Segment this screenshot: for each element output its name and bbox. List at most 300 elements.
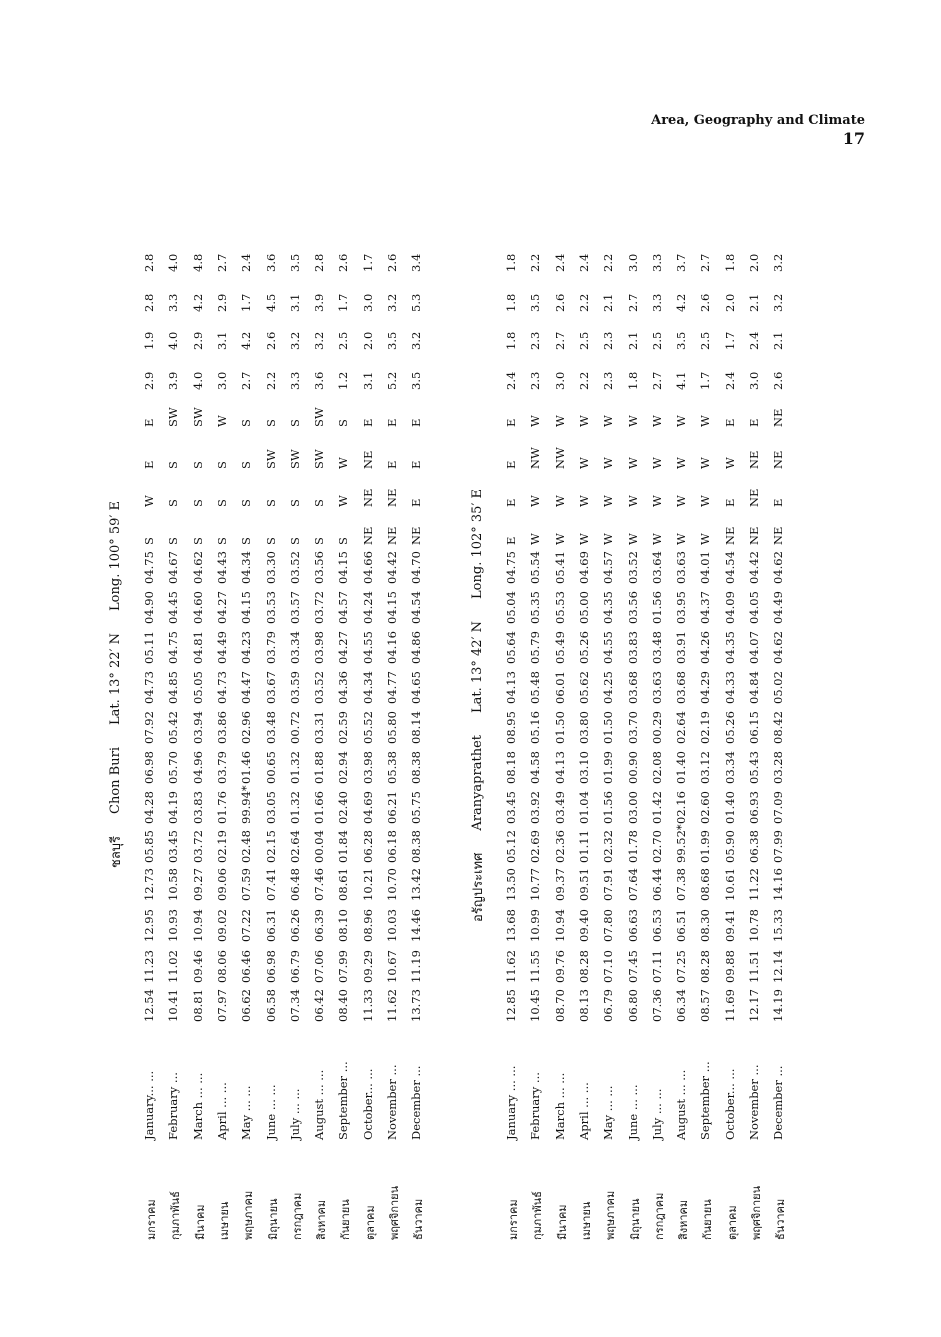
table-cell: SW (312, 407, 327, 427)
table-cell: 4.8 (190, 253, 205, 272)
month-english: September ... (336, 1061, 351, 1140)
table-cell: 09.46 (190, 950, 205, 983)
month-thai: มกราคม (145, 1199, 158, 1240)
table-cell: 05.62 (576, 671, 591, 704)
table-cell: 07.11 (649, 950, 664, 983)
table-cell: 04.96 (190, 751, 205, 784)
table-cell: 3.1 (287, 293, 302, 312)
month-thai: เมษายน (579, 1201, 593, 1240)
table-cell: 06.46 (239, 950, 254, 983)
table-cell: W (336, 457, 351, 469)
table-cell: 01.99 (698, 830, 713, 863)
table-cell: 2.6 (336, 253, 351, 272)
month-english: December ... (771, 1065, 786, 1140)
table-cell: 07.10 (601, 950, 616, 983)
table-cell: S (263, 499, 278, 507)
table-cell: 09.29 (360, 950, 375, 983)
table-cell: 2.8 (142, 293, 156, 312)
table-cell: 04.15 (336, 551, 351, 584)
table-cell: 08.42 (771, 711, 786, 744)
table-cell: 06.58 (263, 989, 278, 1022)
table-cell: 07.41 (263, 868, 278, 901)
table-cell: W (698, 457, 713, 469)
table-cell: 03.70 (625, 711, 640, 744)
table-cell: 3.0 (625, 253, 640, 272)
month-english: December ... (409, 1065, 424, 1140)
table-cell: 11.22 (747, 868, 761, 901)
table-cell: 1.8 (504, 331, 518, 350)
table-cell: 04.62 (771, 631, 786, 664)
month-english: July ... ... (287, 1088, 302, 1140)
table-cell: 04.49 (771, 591, 786, 624)
table-cell: E (747, 418, 761, 427)
month-english: June ... ... (263, 1084, 278, 1140)
table-cell: 4.0 (166, 331, 181, 350)
table-cell: W (698, 533, 713, 545)
month-english: September ... (698, 1061, 713, 1140)
month-thai: มกราคม (507, 1199, 520, 1240)
station-thai-name: ชลบุรี (108, 835, 124, 868)
table-cell: 04.25 (601, 671, 616, 704)
table-cell: 07.46 (312, 868, 327, 901)
table-cell: 07.06 (312, 950, 327, 983)
table-cell: 08.95 (504, 711, 518, 744)
table-cell: 04.43 (214, 551, 229, 584)
table-cell: S (263, 537, 278, 545)
table-cell: 03.67 (263, 671, 278, 704)
table-cell: 05.79 (528, 631, 543, 664)
table-cell: 3.6 (312, 371, 327, 390)
table-cell: 2.6 (552, 293, 567, 312)
table-cell: 2.9 (142, 371, 156, 390)
table-cell: 05.02 (771, 671, 786, 704)
table-cell: 01.56 (601, 791, 616, 824)
table-cell: 2.5 (336, 331, 351, 350)
table-cell: W (576, 457, 591, 469)
table-cell: 2.1 (771, 331, 786, 350)
table-cell: 05.11 (142, 631, 156, 664)
table-cell: 05.35 (528, 591, 543, 624)
table-cell: 04.34 (360, 671, 375, 704)
table-cell: 08.96 (360, 909, 375, 942)
table-cell: 03.72 (190, 830, 205, 863)
table-cell: 03.63 (649, 671, 664, 704)
table-cell: 03.10 (576, 751, 591, 784)
table-cell: 08.40 (336, 989, 351, 1022)
table-cell: 01.78 (625, 830, 640, 863)
table-cell: 05.52 (360, 711, 375, 744)
table-cell: 07.97 (214, 989, 229, 1022)
table-cell: 04.73 (214, 671, 229, 704)
table-cell: 10.58 (166, 868, 181, 901)
table-cell: 04.75 (504, 551, 518, 584)
table-cell: 01.76 (214, 791, 229, 824)
table-cell: 11.62 (504, 950, 518, 983)
table-cell: 1.7 (360, 253, 375, 272)
table-cell: 05.85 (142, 830, 156, 863)
table-cell: 04.36 (336, 671, 351, 704)
table-cell: 11.19 (409, 950, 424, 983)
table-cell: 4.2 (239, 331, 254, 350)
table-cell: 08.38 (409, 751, 424, 784)
table-cell: 01.04 (576, 791, 591, 824)
table-cell: 2.0 (722, 293, 737, 312)
table-cell: 07.91 (601, 868, 616, 901)
table-cell: W (674, 495, 689, 507)
table-cell: 00.29 (649, 711, 664, 744)
table-cell: 01.11 (576, 830, 591, 863)
table-cell: 1.7 (336, 293, 351, 312)
table-cell: NE (409, 526, 424, 545)
table-cell: 04.09 (722, 591, 737, 624)
table-cell: 99.52* (674, 824, 689, 863)
table-cell: 02.96 (239, 711, 254, 744)
table-cell: E (504, 498, 518, 507)
table-cell: 04.26 (698, 631, 713, 664)
table-cell: W (625, 533, 640, 545)
table-cell: 08.18 (504, 751, 518, 784)
table-cell: S (214, 461, 229, 469)
table-cell: 04.70 (409, 551, 424, 584)
table-cell: NE (360, 450, 375, 469)
table-cell: 2.2 (601, 253, 616, 272)
table-cell: 05.42 (166, 711, 181, 744)
table-cell: 06.93 (747, 791, 761, 824)
table-cell: 06.44 (649, 868, 664, 901)
table-cell: NE (722, 526, 737, 545)
table-cell: E (385, 460, 399, 469)
table-cell: 2.6 (263, 331, 278, 350)
table-cell: 04.19 (166, 791, 181, 824)
table-cell: 07.45 (625, 950, 640, 983)
table-cell: NE (360, 526, 375, 545)
table-cell: 10.67 (385, 950, 399, 983)
table-cell: 5.3 (409, 293, 424, 312)
table-cell: 3.7 (674, 253, 689, 272)
table-cell: 01.66 (312, 791, 327, 824)
table-cell: 08.68 (698, 868, 713, 901)
table-cell: 05.12 (504, 830, 518, 863)
table-cell: 08.28 (698, 950, 713, 983)
table-cell: 10.03 (385, 909, 399, 942)
table-cell: 03.98 (360, 751, 375, 784)
table-cell: 2.2 (576, 293, 591, 312)
table-cell: 01.40 (674, 751, 689, 784)
table-cell: E (409, 460, 424, 469)
table-cell: 01.50 (552, 711, 567, 744)
month-thai: พฤศจิกายน (750, 1185, 763, 1240)
table-cell: 03.53 (263, 591, 278, 624)
table-cell: 12.95 (142, 909, 156, 942)
table-cell: 2.4 (239, 253, 254, 272)
table-cell: 00.90 (625, 751, 640, 784)
table-cell: 04.33 (722, 671, 737, 704)
table-cell: 02.40 (336, 791, 351, 824)
table-cell: 2.3 (528, 331, 543, 350)
table-cell: 3.1 (360, 371, 375, 390)
month-english: February ... (166, 1072, 181, 1140)
table-cell: 06.15 (747, 711, 761, 744)
month-thai: ตุลาคม (363, 1205, 377, 1240)
table-cell: 04.28 (142, 791, 156, 824)
table-cell: 04.15 (239, 591, 254, 624)
table-cell: 11.02 (166, 950, 181, 983)
table-cell: 05.16 (528, 711, 543, 744)
table-cell: 04.58 (528, 751, 543, 784)
table-cell: E (409, 498, 424, 507)
table-cell: 2.4 (504, 371, 518, 390)
table-cell: S (190, 537, 205, 545)
station-name: Chon Buri (107, 747, 123, 814)
table-cell: 4.5 (263, 293, 278, 312)
table-cell: 12.17 (747, 989, 761, 1022)
table-cell: 06.38 (747, 830, 761, 863)
station-heading (100, 501, 130, 868)
table-cell: 2.9 (190, 331, 205, 350)
rotated-climate-table (100, 150, 880, 1240)
table-cell: 11.23 (142, 950, 156, 983)
table-cell: 03.79 (214, 751, 229, 784)
table-cell: 2.7 (649, 371, 664, 390)
table-cell: 09.02 (214, 909, 229, 942)
table-cell: 4.1 (674, 371, 689, 390)
table-cell: 04.62 (771, 551, 786, 584)
table-cell: 11.62 (385, 989, 399, 1022)
table-cell: 01.40 (722, 791, 737, 824)
table-cell: 3.3 (166, 293, 181, 312)
table-cell: 06.18 (385, 830, 399, 863)
table-cell: 02.19 (698, 711, 713, 744)
table-cell: 03.52 (287, 551, 302, 584)
table-cell: 05.64 (504, 631, 518, 664)
table-cell: 2.3 (601, 331, 616, 350)
table-cell: 05.41 (552, 551, 567, 584)
table-cell: W (601, 533, 616, 545)
table-cell: NE (771, 450, 786, 469)
table-cell: 03.92 (528, 791, 543, 824)
station-thai-name: อรัญประเทศ (470, 852, 486, 922)
table-cell: 06.48 (287, 868, 302, 901)
table-cell: 04.54 (409, 591, 424, 624)
month-thai: มีนาคม (193, 1204, 207, 1240)
table-cell: S (190, 461, 205, 469)
table-cell: W (528, 415, 543, 427)
table-cell: 06.63 (625, 909, 640, 942)
table-cell: 3.3 (287, 371, 302, 390)
table-cell: 14.46 (409, 909, 424, 942)
table-cell: 02.16 (674, 791, 689, 824)
table-cell: 03.12 (698, 751, 713, 784)
table-cell: 3.2 (771, 253, 786, 272)
table-cell: 2.6 (385, 253, 399, 272)
table-cell: 01.50 (601, 711, 616, 744)
table-cell: W (576, 415, 591, 427)
table-cell: 3.3 (649, 253, 664, 272)
table-cell: 03.80 (576, 711, 591, 744)
table-cell: 04.16 (385, 631, 399, 664)
table-cell: 05.49 (552, 631, 567, 664)
table-cell: 03.91 (674, 631, 689, 664)
table-cell: 04.66 (360, 551, 375, 584)
table-cell: 04.13 (504, 671, 518, 704)
month-thai: ธันวาคม (412, 1198, 426, 1240)
table-cell: 00.72 (287, 711, 302, 744)
table-cell: 02.70 (649, 830, 664, 863)
month-thai: ตุลาคม (725, 1205, 739, 1240)
table-cell: 2.2 (528, 253, 543, 272)
table-cell: E (771, 498, 786, 507)
table-cell: 04.86 (409, 631, 424, 664)
table-cell: 03.83 (625, 631, 640, 664)
month-thai: สิงหาคม (677, 1199, 691, 1240)
table-cell: 06.53 (649, 909, 664, 942)
table-cell: S (214, 537, 229, 545)
table-cell: 07.34 (287, 989, 302, 1022)
table-cell: 1.2 (336, 371, 351, 390)
station-heading (462, 489, 492, 922)
table-cell: 06.28 (360, 830, 375, 863)
table-cell: 04.77 (385, 671, 399, 704)
table-cell: W (674, 533, 689, 545)
table-cell: 3.2 (312, 331, 327, 350)
table-cell: 07.22 (239, 909, 254, 942)
table-cell: W (552, 533, 567, 545)
table-cell: W (601, 457, 616, 469)
table-cell: W (576, 533, 591, 545)
table-cell: 1.7 (239, 293, 254, 312)
table-cell: 2.5 (576, 331, 591, 350)
table-cell: 02.36 (552, 830, 567, 863)
table-cell: 4.0 (166, 253, 181, 272)
table-cell: 2.7 (239, 371, 254, 390)
table-cell: 3.0 (360, 293, 375, 312)
table-cell: S (239, 419, 254, 427)
table-cell: 07.59 (239, 868, 254, 901)
month-thai: พฤษภาคม (604, 1190, 618, 1240)
month-english: March ... ... (190, 1072, 205, 1140)
table-cell: E (504, 418, 518, 427)
table-cell: 15.33 (771, 909, 786, 942)
table-cell: 03.05 (263, 791, 278, 824)
table-cell: 3.5 (385, 331, 399, 350)
table-cell: 03.34 (287, 631, 302, 664)
table-cell: S (239, 461, 254, 469)
table-cell: 06.34 (674, 989, 689, 1022)
month-thai: เมษายน (217, 1201, 231, 1240)
table-cell: SW (166, 407, 181, 427)
table-cell: 08.61 (336, 868, 351, 901)
table-cell: 2.8 (312, 253, 327, 272)
table-cell: 11.55 (528, 950, 543, 983)
table-cell: 07.80 (601, 909, 616, 942)
table-cell: W (698, 495, 713, 507)
table-cell: 4.0 (190, 371, 205, 390)
table-cell: 04.75 (142, 551, 156, 584)
month-english: July ... ... (649, 1088, 664, 1140)
table-cell: 4.2 (674, 293, 689, 312)
table-cell: W (698, 415, 713, 427)
table-cell: NE (771, 408, 786, 427)
table-cell: 14.16 (771, 868, 786, 901)
table-cell: W (528, 533, 543, 545)
table-cell: 06.79 (601, 989, 616, 1022)
table-cell: 2.4 (576, 253, 591, 272)
table-cell: 01.46 (239, 751, 254, 784)
table-cell: 03.95 (674, 591, 689, 624)
table-cell: 3.5 (674, 331, 689, 350)
running-head: Area, Geography and Climate (651, 113, 865, 128)
table-cell: 06.79 (287, 950, 302, 983)
table-cell: E (409, 418, 424, 427)
table-cell: 04.34 (239, 551, 254, 584)
table-cell: 03.64 (649, 551, 664, 584)
month-thai: พฤศจิกายน (388, 1185, 401, 1240)
month-thai: พฤษภาคม (242, 1190, 256, 1240)
table-cell: 04.60 (190, 591, 205, 624)
table-cell: S (214, 499, 229, 507)
table-cell: 07.99 (771, 830, 786, 863)
table-cell: 01.84 (336, 830, 351, 863)
table-cell: W (625, 457, 640, 469)
table-cell: 04.29 (698, 671, 713, 704)
table-cell: 3.4 (409, 253, 424, 272)
table-cell: W (649, 415, 664, 427)
table-cell: 2.1 (601, 293, 616, 312)
table-cell: 1.8 (625, 371, 640, 390)
table-cell: 04.35 (601, 591, 616, 624)
table-cell: 04.23 (239, 631, 254, 664)
table-cell: W (625, 495, 640, 507)
table-cell: 05.53 (552, 591, 567, 624)
table-cell: 02.60 (698, 791, 713, 824)
table-cell: 04.27 (336, 631, 351, 664)
table-cell: NE (747, 526, 761, 545)
table-cell: 2.5 (698, 331, 713, 350)
table-cell: 3.5 (287, 253, 302, 272)
table-cell: 99.94* (239, 785, 254, 824)
table-cell: 14.19 (771, 989, 786, 1022)
table-cell: 03.57 (287, 591, 302, 624)
month-thai: กันยายน (339, 1199, 353, 1240)
table-cell: 04.73 (142, 671, 156, 704)
table-cell: 10.21 (360, 868, 375, 901)
table-cell: 04.85 (166, 671, 181, 704)
table-cell: 06.51 (674, 909, 689, 942)
table-cell: NE (747, 488, 761, 507)
table-cell: W (674, 457, 689, 469)
table-cell: W (552, 495, 567, 507)
table-cell: 08.06 (214, 950, 229, 983)
table-cell: 00.65 (263, 751, 278, 784)
table-cell: W (142, 495, 156, 507)
table-cell: 08.70 (552, 989, 567, 1022)
table-cell: S (287, 499, 302, 507)
station-longitude: Long. 102° 35′ E (469, 488, 485, 599)
station-latitude: Lat. 13° 22′ N (107, 632, 123, 726)
table-cell: S (312, 537, 327, 545)
table-cell: S (142, 537, 156, 545)
table-cell: 05.48 (528, 671, 543, 704)
table-cell: 01.88 (312, 751, 327, 784)
table-cell: 02.69 (528, 830, 543, 863)
table-cell: 02.08 (649, 751, 664, 784)
month-english: February ... (528, 1072, 543, 1140)
table-cell: 04.67 (166, 551, 181, 584)
table-cell: E (142, 460, 156, 469)
table-cell: NE (360, 488, 375, 507)
table-cell: S (287, 537, 302, 545)
table-cell: 04.57 (601, 551, 616, 584)
